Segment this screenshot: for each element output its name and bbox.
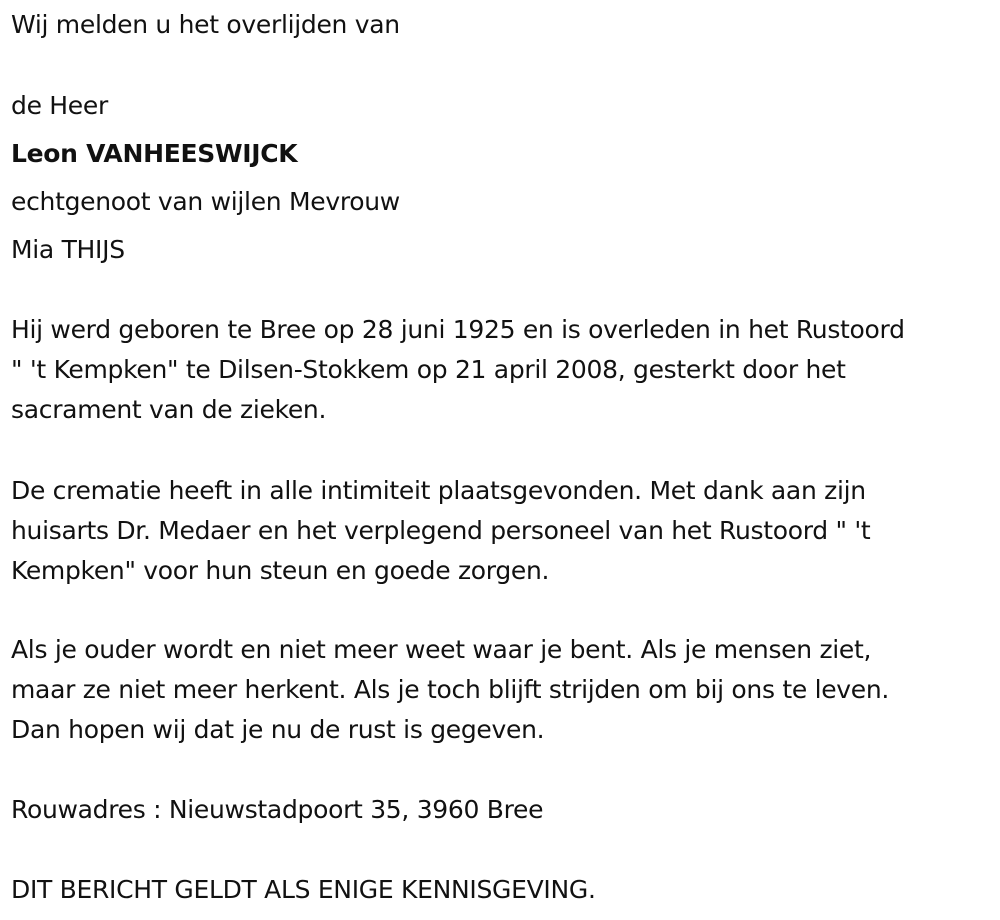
cremation-paragraph bbox=[11, 471, 996, 591]
deceased-name: Leon VANHEESWIJCK bbox=[11, 139, 298, 168]
notice-statement: DIT BERICHT GELDT ALS ENIGE KENNISGEVING. bbox=[11, 875, 596, 904]
intro-text: Wij melden u het overlijden van bbox=[11, 10, 400, 39]
birth-death-paragraph bbox=[11, 310, 996, 430]
paragraph-line: Als je ouder wordt en niet meer weet waar je bent. Als je mensen ziet, bbox=[11, 635, 872, 664]
paragraph-line: De crematie heeft in alle intimiteit plaatsgevonden. Met dank aan zijn bbox=[11, 476, 866, 505]
spouse-line: echtgenoot van wijlen Mevrouw bbox=[11, 187, 400, 216]
paragraph-line: huisarts Dr. Medaer en het verplegend personeel van het Rustoord " 't bbox=[11, 516, 871, 545]
mourning-address: Rouwadres : Nieuwstadpoort 35, 3960 Bree bbox=[11, 795, 544, 824]
paragraph-line: Kempken" voor hun steun en goede zorgen. bbox=[11, 556, 550, 585]
paragraph-line: " 't Kempken" te Dilsen-Stokkem op 21 april 2008, gesterkt door het bbox=[11, 355, 846, 384]
poem-paragraph bbox=[11, 630, 996, 750]
paragraph-line: Hij werd geboren te Bree op 28 juni 1925 en is overleden in het Rustoord bbox=[11, 315, 905, 344]
paragraph-line: Dan hopen wij dat je nu de rust is gegeven. bbox=[11, 715, 545, 744]
paragraph-line: maar ze niet meer herkent. Als je toch blijft strijden om bij ons te leven. bbox=[11, 675, 890, 704]
spouse-name: Mia THIJS bbox=[11, 235, 125, 264]
paragraph-line: sacrament van de zieken. bbox=[11, 395, 327, 424]
honorific: de Heer bbox=[11, 91, 108, 120]
